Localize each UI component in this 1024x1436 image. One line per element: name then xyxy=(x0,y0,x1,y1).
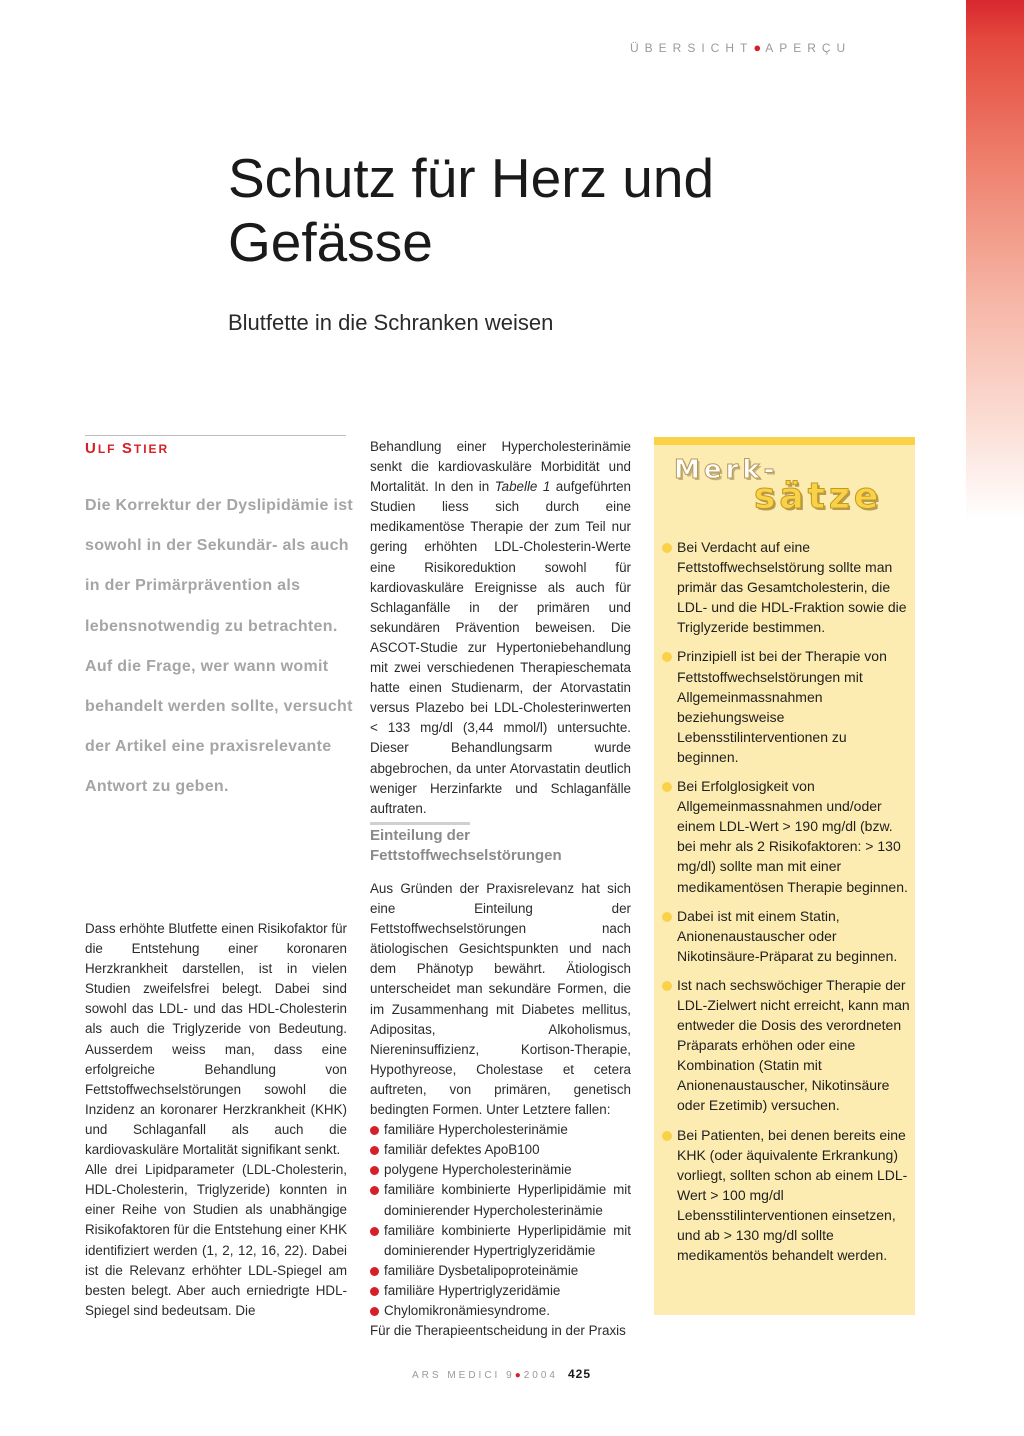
article-title xyxy=(228,146,848,274)
journal-name: ARS MEDICI 9 xyxy=(412,1370,515,1381)
list-item: polygene Hypercholesterinämie xyxy=(370,1160,631,1180)
key-point: Bei Erfolglosigkeit von Allgemeinmassnahmen und/oder einem LDL-Wert > 190 mg/dl (bzw. bei mehr als 2 Risikofaktoren: > 130 mg/dl) sollte man mit einer medikamentösen Therapie beginnen. xyxy=(660,776,912,897)
subhead-divider xyxy=(370,822,470,825)
key-point: Ist nach sechswöchiger Therapie der LDL-Zielwert nicht erreicht, kann man entweder die Dosis des verordneten Präparats erhöhen oder eine Kombination (Statin mit Anionenaustauscher, Nikotinsäure oder Ezetimib) versuchen. xyxy=(660,975,912,1116)
column-2-continued xyxy=(370,879,631,1341)
column-2 xyxy=(370,437,631,819)
title-line-1: Schutz für Herz und xyxy=(228,147,715,209)
section-left: ÜBERSICHT xyxy=(630,41,754,55)
list-item: familiäre Hypercholesterinämie xyxy=(370,1120,631,1140)
author-name: ULF STIER xyxy=(85,440,170,457)
list-item: familiäre kombinierte Hyperlipidämie mit dominierender Hypercholesterinämie xyxy=(370,1180,631,1220)
page-footer xyxy=(412,1367,591,1381)
section-heading: Einteilung der Fettstoffwechselstörungen xyxy=(370,827,562,864)
page-number: 425 xyxy=(567,1367,592,1381)
title-line-2: Gefässe xyxy=(228,211,433,273)
list-item: familiär defektes ApoB100 xyxy=(370,1140,631,1160)
author-divider xyxy=(85,435,346,436)
list-item: familiäre kombinierte Hyperlipidämie mit dominierender Hypertriglyzeridämie xyxy=(370,1221,631,1261)
paragraph: Aus Gründen der Praxisrelevanz hat sich eine Einteilung der Fettstoffwechselstörungen nach ätiologischen Gesichtspunkten und nach dem Phänotyp bewährt. Ätiologisch unterscheidet man sekundäre Formen, die im Zusammenhang mit Diabetes mellitus, Adipositas, Alkoholismus, Niereninsuffizienz, Kortison-Therapie, Hypothyreose, Cholestase et cetera auftreten, von primären, genetisch bedingten Formen. Unter Letztere fallen: xyxy=(370,881,631,1118)
key-point: Bei Verdacht auf eine Fettstoffwechselstörung sollte man primär das Gesamtcholesterin, die LDL- und die HDL-Fraktion sowie die Triglyzeride bestimmen. xyxy=(660,537,912,637)
page-edge-color-strip xyxy=(966,0,1024,1436)
journal-year: 2004 xyxy=(523,1370,558,1381)
paragraph: Dass erhöhte Blutfette einen Risikofaktor für die Entstehung einer koronaren Herzkrankheit darstellen, ist in vielen Studien zweifelsfrei belegt. Dabei sind sowohl das LDL- und das HDL-Cholesterin als auch die Triglyzeride von Bedeutung. Ausserdem weiss man, dass eine erfolgreiche Behandlung von Fettstoffwechselstörungen sowohl die Inzidenz an koronarer Herzkrankheit (KHK) und Schlaganfall als auch die kardiovaskuläre Mortalität signifikant senkt. xyxy=(85,921,347,1158)
box-title-part-2: sätze xyxy=(754,476,883,517)
key-point: Bei Patienten, bei denen bereits eine KHK (oder äquivalente Erkrankung) vorliegt, sollten schon ab einem LDL-Wert > 100 mg/dl Lebensstilinterventionen einsetzen, und ab > 130 mg/dl sollte medikamentös behandelt werden. xyxy=(660,1125,912,1266)
key-point: Dabei ist mit einem Statin, Anionenaustauscher oder Nikotinsäure-Präparat zu beginnen. xyxy=(660,906,912,966)
list-item: Chylomikronämiesyndrome. xyxy=(370,1301,631,1321)
key-points-list xyxy=(660,537,912,1274)
section-dot-icon: ● xyxy=(753,40,766,55)
forms-list xyxy=(370,1120,631,1321)
section-right: APERÇU xyxy=(765,41,852,55)
section-label xyxy=(630,40,930,55)
list-item: familiäre Dysbetalipoproteinämie xyxy=(370,1261,631,1281)
box-title-part-1: Merk- xyxy=(674,455,779,485)
paragraph: Alle drei Lipidparameter (LDL-Cholesterin, HDL-Cholesterin, Triglyzeride) konnten in einer Reihe von Studien als unabhängige Risikofaktoren für die Entstehung einer KHK identifiziert werden (1, 2, 12, 16, 22). Dabei ist die Relevanz erhöhter LDL-Spiegel am besten belegt. Aber auch erniedrigte HDL-Spiegel sind bedeutsam. Die xyxy=(85,1162,348,1318)
list-item: familiäre Hypertriglyzeridämie xyxy=(370,1281,631,1301)
paragraph: Behandlung einer Hypercholesterinämie senkt die kardiovaskuläre Morbidität und Mortalität. In den in Tabelle 1 aufgeführten Studien liess sich durch eine medikamentöse Therapie der zum Teil nur gering erhöhten LDL-Cholesterin-Werte eine Risikoreduktion sowohl für kardiovaskuläre Ereignisse als auch für Schlaganfälle in der primären und sekundären Prävention beweisen. Die ASCOT-Studie zur Hypertoniebehandlung mit zwei verschiedenen Therapieschemata hatte einen Studienarm, der Atorvastatin versus Plazebo bei LDL-Cholesterinwerten < 133 mg/dl (3,44 mmol/l) untersuchte. Dieser Behandlungsarm wurde abgebrochen, da unter Atorvastatin deutlich weniger Herzinfarkte und Schlaganfälle auftraten. xyxy=(370,439,631,816)
article-subtitle: Blutfette in die Schranken weisen xyxy=(228,310,554,335)
column-1 xyxy=(85,919,347,1321)
paragraph: Für die Therapieentscheidung in der Praxis xyxy=(370,1323,626,1339)
lead-paragraph: Die Korrektur der Dyslipidämie ist sowohl in der Sekundär- als auch in der Primärprävention als lebensnotwendig zu betrachten. Auf die Frage, wer wann womit behandelt werden sollte, versucht der Artikel eine praxisrelevante Antwort zu geben. xyxy=(85,497,354,796)
table-reference: Tabelle 1 xyxy=(494,479,551,495)
key-point: Prinzipiell ist bei der Therapie von Fettstoffwechselstörungen mit Allgemeinmassnahmen beziehungsweise Lebensstilinterventionen zu beginnen. xyxy=(660,646,912,767)
footer-dot-icon: ● xyxy=(514,1370,524,1381)
